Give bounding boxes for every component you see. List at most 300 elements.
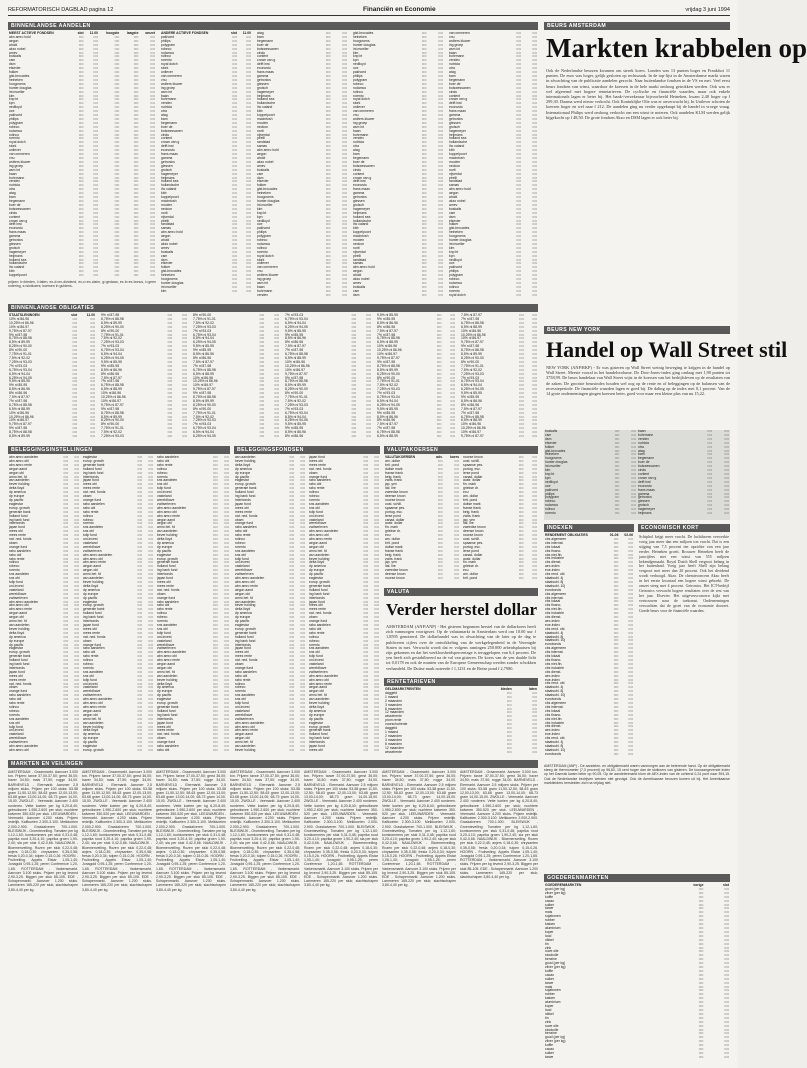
listing-figure: •••• [148, 701, 153, 706]
listing-figure: •••• [437, 458, 443, 463]
listing-figure: •••• [516, 198, 521, 203]
listing-name: ital. lire [385, 486, 396, 491]
listing-figure: •••• [519, 352, 524, 357]
listing-figure: •••• [516, 58, 521, 63]
listing-figure: •••• [246, 116, 251, 121]
listing-name: ing bank fund [157, 712, 178, 717]
listing-figure: •••• [628, 661, 633, 666]
listing-figure: •••• [148, 548, 153, 553]
listing-name: grolsch [9, 245, 20, 250]
listing-figure: •••• [93, 140, 99, 145]
listing-figure: •••• [246, 234, 251, 239]
listing-name: heineken [449, 230, 463, 235]
listing-figure: •••• [374, 744, 379, 749]
listing-figure: •••• [516, 257, 521, 262]
listing-figure: •••• [698, 918, 704, 923]
listing-figure: •••• [274, 398, 279, 403]
listing-figure: •••• [133, 77, 139, 82]
listing-figure: •••• [374, 470, 379, 475]
listing-figure: •••• [532, 355, 537, 360]
listing-figure: •••• [363, 583, 369, 588]
listing-figure: •••• [78, 269, 84, 274]
listing-figure: •••• [516, 210, 521, 215]
listing-figure: •••• [259, 359, 265, 364]
listing-figure: •••• [289, 517, 295, 522]
listing-figure: •••• [78, 167, 84, 172]
listing-figure: •••• [628, 642, 633, 647]
listing-figure: •••• [613, 716, 619, 721]
listing-name: uni-invest [157, 490, 172, 495]
listing-name: crown van g [9, 218, 28, 223]
listing-name: moolen [449, 159, 461, 164]
listing-figure: •••• [213, 533, 218, 538]
listing-name: samas [353, 261, 363, 266]
listing-figure: •••• [232, 206, 237, 211]
listing-figure: •••• [148, 509, 153, 514]
listing-figure: •••• [325, 214, 331, 219]
listing-figure: •••• [246, 245, 251, 250]
listing-name: vnu [353, 113, 359, 118]
listing-figure: •••• [325, 42, 331, 47]
listing-figure: •••• [698, 906, 704, 911]
listing-name: samas [449, 183, 459, 188]
listing-figure: •••• [274, 313, 279, 317]
listing-name: prom.rente [385, 718, 402, 723]
listing-name: 8,5% nl 89-99 [461, 352, 482, 357]
listing-figure: •••• [78, 101, 84, 106]
listing-name: 6,75% nl 88-98 [193, 367, 216, 372]
listing-figure: •••• [246, 93, 251, 98]
listing-figure: •••• [213, 599, 218, 604]
listing-name: akzo nobel [161, 241, 178, 246]
listing-name: aegon [449, 191, 459, 196]
listing-figure: •••• [374, 548, 379, 553]
listing-figure: •••• [506, 737, 512, 742]
listing-figure: •••• [516, 175, 521, 180]
listing-name: rabo aandelen [235, 669, 257, 674]
listing-figure: •••• [438, 206, 443, 211]
listing-figure: •••• [351, 387, 357, 392]
listing-figure: •••• [532, 281, 537, 285]
listing-name: asm int [257, 281, 268, 285]
listing-name: wolters kluwer [257, 273, 279, 278]
listing-figure: •••• [93, 222, 99, 227]
listing-name: spaanse pes. [463, 462, 484, 467]
listing-figure: •••• [437, 556, 443, 561]
listing-figure: •••• [213, 458, 218, 463]
listing-figure: •••• [506, 749, 512, 754]
listing-figure: •••• [232, 148, 237, 153]
listing-name: sns aandelen [157, 622, 178, 627]
listing-name: norit [449, 167, 456, 172]
listing-name: boer de [9, 202, 21, 207]
listing-name: cbs lokaal [545, 544, 561, 549]
listing-figure: •••• [342, 101, 347, 106]
listing-figure: •••• [63, 482, 69, 487]
listing-figure: •••• [363, 728, 369, 733]
listing-figure: •••• [300, 501, 305, 506]
listing-name: rorento [545, 511, 556, 516]
listing-figure: •••• [437, 517, 443, 522]
listing-figure: •••• [246, 167, 251, 172]
listing-figure: •••• [232, 167, 237, 172]
listing-name: rolinco [157, 466, 167, 471]
listing-figure: •••• [133, 101, 139, 106]
listing-figure: •••• [325, 179, 331, 184]
listing-name: bolswessanen [638, 464, 660, 469]
beleggingsinstellingen-column-2 [82, 456, 154, 756]
listing-figure: •••• [438, 113, 443, 118]
listing-name: belg. frank [385, 552, 401, 557]
listing-header-cell: bieden [500, 687, 512, 691]
listing-name: 10,25% nl 86-96 [461, 426, 486, 431]
listing-figure: •••• [436, 332, 442, 337]
listing-name: rabo obl [9, 697, 22, 702]
listing-figure: •••• [148, 681, 153, 686]
listing-figure: •••• [724, 996, 729, 1001]
listing-figure: •••• [342, 253, 347, 258]
listing-figure: •••• [532, 124, 537, 129]
listing-figure: •••• [450, 414, 455, 419]
listing-figure: •••• [224, 482, 229, 487]
listing-figure: •••• [724, 491, 729, 496]
section-beurs-amsterdam: BEURS AMSTERDAM [544, 22, 730, 30]
listing-figure: •••• [506, 733, 512, 738]
listing-figure: •••• [342, 238, 347, 243]
listing-figure: •••• [325, 273, 331, 278]
listing-figure: •••• [363, 701, 369, 706]
listing-figure: •••• [516, 66, 521, 71]
listing-name: am. dollar [463, 572, 478, 577]
listing-figure: •••• [374, 662, 379, 667]
listing-name: wereldhave [309, 665, 327, 670]
listing-figure: •••• [518, 548, 524, 553]
listing-figure: •••• [454, 501, 459, 506]
listing-figure: •••• [90, 359, 95, 364]
listing-figure: •••• [438, 70, 443, 75]
listing-figure: •••• [93, 58, 99, 63]
listing-figure: •••• [366, 320, 371, 325]
listing-figure: •••• [724, 988, 729, 993]
listing-figure: •••• [133, 226, 139, 231]
listing-figure: •••• [274, 359, 279, 364]
listing-name: daggeld [385, 726, 398, 731]
listing-figure: •••• [325, 81, 331, 86]
listing-figure: •••• [63, 744, 69, 749]
listing-figure: •••• [148, 462, 153, 467]
listing-name: delft inst [449, 101, 462, 106]
listing-figure: •••• [213, 740, 218, 745]
listing-figure: •••• [74, 638, 79, 643]
listing-name: rolinco [157, 611, 167, 616]
listing-figure: •••• [518, 540, 524, 545]
listing-name: generale bank [309, 728, 331, 733]
listing-figure: •••• [232, 234, 237, 239]
listing-figure: •••• [63, 669, 69, 674]
listing-figure: •••• [437, 537, 443, 542]
listing-figure: •••• [289, 654, 295, 659]
listing-figure: •••• [374, 603, 379, 608]
listing-figure: •••• [450, 313, 455, 317]
listing-figure: •••• [246, 269, 251, 274]
listing-figure: •••• [698, 1011, 704, 1016]
listing-name: holland sea [9, 257, 27, 262]
listing-figure: •••• [289, 482, 295, 487]
listing-figure: •••• [518, 517, 524, 522]
listing-name: gist-brocades [449, 226, 470, 231]
listing-figure: •••• [363, 486, 369, 491]
listing-name: giessen [257, 81, 269, 86]
listing-figure: •••• [374, 658, 379, 663]
listing-figure: •••• [614, 503, 620, 508]
listing-figure: •••• [224, 685, 229, 690]
listing-name: 7,5% nl 92-02 [9, 355, 30, 360]
listing-figure: •••• [421, 93, 427, 98]
listing-name: stork [257, 257, 265, 262]
listing-figure: •••• [259, 391, 265, 396]
listing-figure: •••• [707, 460, 713, 465]
listing-name: bolswessanen [449, 85, 471, 90]
listing-figure: •••• [63, 728, 69, 733]
listing-figure: •••• [532, 521, 537, 526]
listing-figure: •••• [133, 128, 139, 133]
listing-figure: •••• [246, 34, 251, 39]
listing-name: rabo aandelen [9, 548, 31, 553]
listing-name: katoen [545, 996, 556, 1001]
listing-name: amro bel. fd [83, 716, 101, 721]
listing-name: interbonds [83, 619, 99, 624]
listing-name: rabo aandelen [157, 744, 179, 749]
listing-figure: •••• [148, 697, 153, 702]
listing-figure: •••• [374, 517, 379, 522]
listing-figure: •••• [366, 418, 371, 423]
listing-name: rabo aandelen [9, 693, 31, 698]
listing-figure: •••• [150, 214, 155, 219]
listing-name: portug. esc. [463, 544, 481, 549]
listing-figure: •••• [274, 402, 279, 407]
listing-header-cell: ANDERE ACTIEVE FONDSEN [161, 31, 209, 35]
listing-name: cbs rend. obl. [545, 572, 566, 577]
listing-name: 7,25% nl 93-03 [193, 418, 216, 423]
listing-figure: •••• [374, 537, 379, 542]
listing-name: econosto [449, 105, 463, 110]
listing-name: noorse kroon [385, 576, 405, 581]
listing-figure: •••• [438, 85, 443, 90]
listing-figure: •••• [224, 669, 229, 674]
listing-figure: •••• [289, 646, 295, 651]
listing-figure: •••• [724, 464, 729, 469]
listing-figure: •••• [698, 1004, 704, 1009]
listing-figure: •••• [351, 355, 357, 360]
listing-name: begemann [638, 456, 655, 461]
listing-name: rolinco [161, 54, 171, 59]
listing-header-cell: adv. [436, 455, 443, 459]
listing-figure: •••• [224, 455, 229, 459]
listing-name: obam [83, 638, 92, 643]
listing-figure: •••• [436, 418, 442, 423]
listing-name: eaglestar [83, 744, 97, 749]
listing-figure: •••• [437, 490, 443, 495]
listing-name: buhrmann [449, 54, 465, 59]
listing-name: 7% nl 87-98 [377, 332, 396, 337]
listing-name: 6,75% nl 93-04 [193, 332, 216, 337]
listing-figure: •••• [532, 544, 537, 549]
listing-figure: •••• [300, 497, 305, 502]
listing-figure: •••• [421, 42, 427, 47]
listing-name: rorento [161, 58, 172, 63]
listing-figure: •••• [421, 144, 427, 149]
listing-name: mees obl [83, 482, 97, 487]
listing-name: 8,75% nl 88-98 [377, 363, 400, 368]
listing-figure: •••• [72, 418, 78, 423]
listing-figure: •••• [698, 914, 704, 919]
listing-figure: •••• [224, 513, 229, 518]
listing-name: sojabonen [545, 914, 561, 919]
listing-figure: •••• [698, 961, 704, 966]
listing-figure: •••• [519, 387, 524, 392]
listing-figure: •••• [454, 572, 459, 577]
listing-figure: •••• [114, 144, 120, 149]
listing-name: obam [157, 736, 166, 741]
listing-figure: •••• [137, 705, 143, 709]
listing-figure: •••• [342, 109, 347, 114]
listing-figure: •••• [454, 548, 459, 553]
listing-figure: •••• [133, 58, 139, 63]
listing-figure: •••• [421, 85, 427, 90]
listing-figure: •••• [450, 391, 455, 396]
listing-name: eurobonds [545, 751, 562, 756]
listing-figure: •••• [454, 544, 459, 549]
listing-name: bever holding [9, 482, 30, 487]
listing-figure: •••• [133, 257, 139, 262]
listing-figure: •••• [72, 398, 78, 403]
listing-figure: •••• [421, 113, 427, 118]
listing-name: royal dutch [257, 253, 274, 258]
listing-figure: •••• [93, 62, 99, 67]
listing-name: fin. mark [463, 482, 476, 487]
listing-figure: •••• [182, 328, 187, 333]
listing-figure: •••• [289, 462, 295, 467]
listing-figure: •••• [532, 414, 537, 419]
listing-name: kpn [9, 101, 15, 106]
listing-figure: •••• [363, 525, 369, 530]
listing-name: amro bel. fd [9, 619, 27, 624]
listing-figure: •••• [133, 206, 139, 211]
listing-figure: •••• [137, 650, 143, 655]
listing-figure: •••• [325, 101, 331, 106]
listing-name: polygram [449, 273, 463, 278]
listing-figure: •••• [167, 387, 173, 392]
listing-name: abn amro aandelen [9, 744, 39, 749]
listing-figure: •••• [438, 249, 443, 254]
listing-figure: •••• [614, 429, 620, 433]
listing-name: vasteland [83, 685, 98, 690]
listing-figure: •••• [150, 58, 155, 63]
listing-figure: •••• [532, 533, 537, 538]
listing-figure: •••• [516, 34, 521, 39]
listing-figure: •••• [224, 681, 229, 686]
listing-name: csm [449, 210, 456, 215]
listing-figure: •••• [133, 163, 139, 168]
listing-figure: •••• [224, 458, 229, 463]
listing-figure: •••• [450, 348, 455, 353]
listing-figure: •••• [148, 673, 153, 678]
listing-figure: •••• [213, 568, 218, 573]
listing-name: stookolie [545, 1027, 559, 1032]
listing-figure: •••• [421, 66, 427, 71]
listing-figure: •••• [78, 222, 84, 227]
listing-figure: •••• [724, 460, 729, 465]
listing-figure: •••• [631, 487, 636, 492]
listing-figure: •••• [421, 277, 427, 282]
listing-name: hollandsche [161, 183, 180, 188]
listing-name: interbonds [157, 572, 173, 577]
listing-name: 6,75% nl 93-04 [461, 379, 484, 384]
listing-figure: •••• [289, 591, 295, 596]
listing-name: staatsobl. 10j [545, 693, 565, 698]
listing-figure: •••• [133, 42, 139, 47]
listing-name: boskalis [9, 54, 22, 59]
listing-name: eaglestar [157, 552, 171, 557]
listing-name: ing groep [353, 120, 368, 125]
listing-figure: •••• [232, 163, 237, 168]
goederenmarkten-table [544, 884, 730, 1060]
listing-figure: •••• [516, 277, 521, 282]
listing-figure: •••• [532, 171, 537, 176]
listing-figure: •••• [300, 665, 305, 670]
listing-figure: •••• [614, 479, 620, 484]
listing-figure: •••• [724, 890, 729, 895]
listing-name: 7,75% nl 91-01 [9, 352, 32, 357]
listing-figure: •••• [518, 537, 524, 542]
listing-figure: •••• [438, 105, 443, 110]
listing-figure: •••• [213, 595, 218, 600]
listing-figure: •••• [532, 470, 537, 475]
listing-figure: •••• [613, 540, 619, 545]
listing-figure: •••• [724, 984, 729, 989]
listing-figure: •••• [351, 340, 357, 345]
listing-figure: •••• [506, 745, 512, 750]
listing-figure: •••• [167, 363, 173, 368]
listing-figure: •••• [450, 352, 455, 357]
listing-name: dsm [9, 62, 16, 67]
listing-figure: •••• [724, 436, 729, 441]
listing-figure: •••• [363, 681, 369, 686]
listing-name: ing bank fund [157, 568, 178, 573]
listing-figure: •••• [532, 694, 537, 699]
listing-figure: •••• [614, 468, 620, 473]
listing-figure: •••• [614, 483, 620, 488]
listing-figure: •••• [114, 101, 120, 106]
listing-figure: •••• [532, 277, 537, 282]
listing-figure: •••• [438, 234, 443, 239]
listing-figure: •••• [63, 470, 69, 475]
listing-name: philips [353, 73, 363, 78]
listing-figure: •••• [532, 474, 537, 479]
listing-name: rabo obl [83, 505, 96, 510]
aandelen-column-2 [160, 32, 252, 300]
listing-name: polygram [9, 120, 23, 125]
listing-figure: •••• [325, 241, 331, 246]
listing-name: nedcon [161, 206, 173, 211]
listing-figure: •••• [148, 525, 153, 530]
listing-name: fokker [161, 265, 171, 270]
listing-name: 10,25% nl 86-96 [377, 348, 402, 353]
listing-figure: •••• [438, 136, 443, 141]
listing-name: lood [545, 933, 552, 938]
listing-figure: •••• [698, 1008, 704, 1012]
listing-figure: •••• [532, 517, 537, 522]
